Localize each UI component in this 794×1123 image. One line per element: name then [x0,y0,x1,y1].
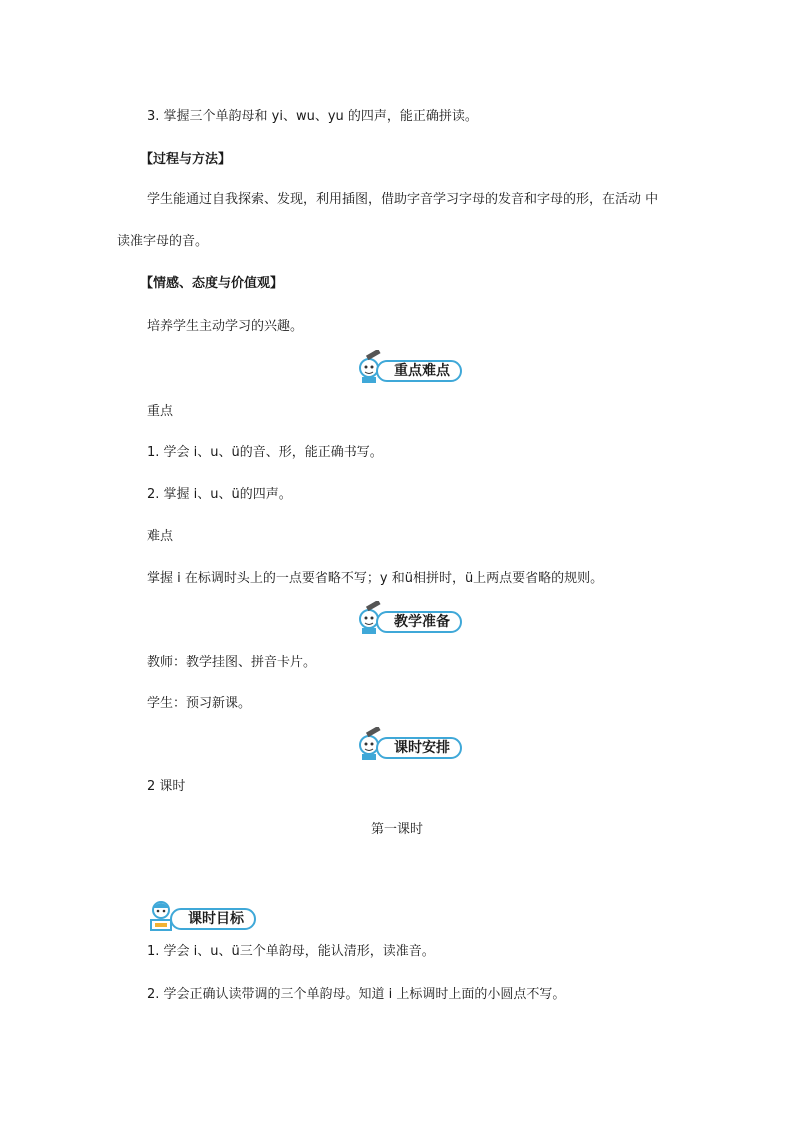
prep-student: 学生：预习新课。 [147,696,252,711]
badge-label: 课时安排 [376,737,462,759]
badge-label: 教学准备 [376,611,462,633]
prep-teacher: 教师：教学挂图、拼音卡片。 [147,655,317,670]
heading-emotion-values: 【情感、态度与价值观】 [140,276,284,291]
section-badge-key-points [354,356,474,384]
difficulty-text: 掌握 i 在标调时头上的一点要省略不写；y 和ü相拼时，ü上两点要省略的规则。 [147,571,604,586]
key-point-1: 1. 学会 i、u、ü的音、形，能正确书写。 [147,445,383,460]
process-text-2: 读准字母的音。 [117,234,209,249]
heading-process-method: 【过程与方法】 [140,152,232,167]
lesson-title: 第一课时 [370,822,423,837]
objective-1: 1. 学会 i、u、ü三个单韵母，能认清形，读准音。 [147,944,435,959]
section-badge-schedule [354,733,474,761]
emotion-text: 培养学生主动学习的兴趣。 [147,319,304,334]
schedule-text: 2 课时 [147,779,186,794]
objective-3: 3. 掌握三个单韵母和 yi、wu、yu 的四声，能正确拼读。 [147,109,478,124]
badge-label: 重点难点 [376,360,462,382]
objective-2: 2. 学会正确认读带调的三个单韵母。知道 i 上标调时上面的小圆点不写。 [147,987,566,1002]
key-points-label: 重点 [147,404,174,419]
section-badge-preparation [354,607,474,635]
process-text-1: 学生能通过自我探索、发现，利用插图，借助字音学习字母的发音和字母的形，在活动 中 [147,192,659,207]
section-badge-objectives [146,904,266,932]
difficulty-label: 难点 [147,529,174,544]
key-point-2: 2. 掌握 i、u、ü的四声。 [147,487,292,502]
badge-label: 课时目标 [170,908,256,930]
